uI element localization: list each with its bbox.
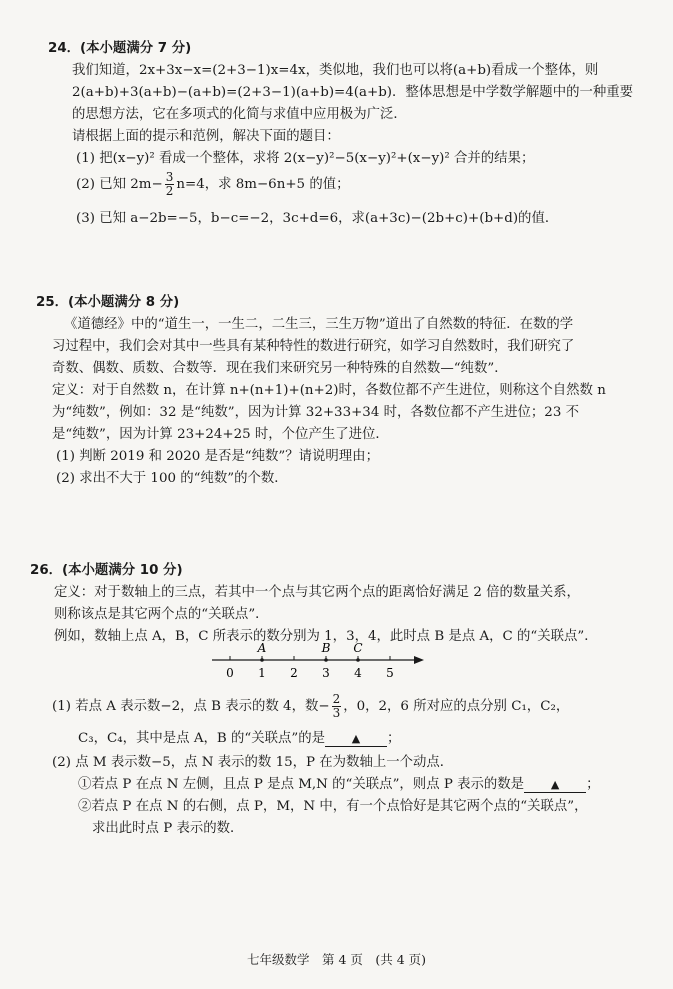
q26-header: 26．(本小题满分 10 分) (30, 563, 183, 578)
number-line-tick-label: 2 (290, 666, 298, 680)
q24-subquestion-3: (3) 已知 a−2b=−5，b−c=−2，3c+d=6，求(a+3c)−(2b+c)+(b+d)的值． (76, 211, 559, 226)
number-line-tick-label: 3 (322, 666, 330, 680)
number-line-tick-label: 4 (354, 666, 362, 680)
answer-blank[interactable] (524, 778, 586, 793)
number-line-point-label: A (257, 641, 267, 655)
page-footer: 七年级数学 第 4 页 (共 4 页) (246, 952, 427, 967)
q26-subquestion-2c: 求出此时点 P 表示的数． (92, 821, 244, 836)
q24-header: 24．(本小题满分 7 分) (48, 41, 192, 56)
number-line-point-label: C (353, 641, 363, 655)
q24-subquestion-2 (76, 170, 350, 200)
q26-definition-line: 定义：对于数轴上的三点，若其中一个点与其它两个点的距离恰好满足 2 倍的数量关系， (54, 585, 580, 600)
q24-paragraph-line: 的思想方法，它在多项式的化简与求值中应用极为广泛． (72, 107, 407, 122)
number-line-tick-label: 5 (386, 666, 394, 680)
fraction (165, 171, 175, 198)
q26-s2a-text: ①若点 P 在点 N 左侧，且点 P 是点 M,N 的“关联点”，则点 P 表示的数是 (78, 777, 525, 792)
q26-subquestion-2b: ②若点 P 在点 N 的右侧，点 P，M，N 中，有一个点恰好是其它两个点的“关联点”， (78, 799, 588, 814)
answer-blank[interactable] (325, 732, 387, 747)
fraction (332, 693, 342, 720)
q25-header: 25．(本小题满分 8 分) (36, 295, 180, 310)
q26-subquestion-1-cont (78, 730, 400, 748)
q25-paragraph-line: 奇数、偶数、质数、合数等．现在我们来研究另一种特殊的自然数—“纯数”． (52, 361, 508, 376)
q24-paragraph-line: 2(a+b)+3(a+b)−(a+b)=(2+3−1)(a+b)=4(a+b)．整体思想是中学数学解题中的一种重要 (72, 85, 634, 100)
q25-definition-line: 是“纯数”，因为计算 23+24+25 时，个位产生了进位． (52, 427, 389, 442)
q24-s2-text: n=4，求 8m−6n+5 的值； (176, 177, 350, 192)
q25-subquestion-1: (1) 判断 2019 和 2020 是否是“纯数”？请说明理由； (56, 449, 379, 464)
q25-paragraph-line: 《道德经》中的“道生一，一生二，二生三，三生万物”道出了自然数的特征．在数的学 (64, 317, 574, 332)
q24-subquestion-1: (1) 把(x−y)² 看成一个整体，求将 2(x−y)²−5(x−y)²+(x−y)² 合并的结果； (76, 151, 535, 166)
q25-paragraph-line: 习过程中，我们会对其中一些具有某种特性的数进行研究，如学习自然数时，我们研究了 (52, 339, 575, 354)
number-line-point-label: B (321, 641, 331, 655)
number-line-point (324, 658, 328, 662)
fraction-numerator: 3 (165, 170, 174, 184)
number-line-tick-label: 1 (258, 666, 266, 680)
arrow-right-icon (414, 656, 424, 664)
q24-paragraph-line: 我们知道，2x+3x−x=(2+3−1)x=4x，类似地，我们也可以将(a+b)看成一个整体，则 (72, 63, 599, 78)
q26-s1-text: ，0，2，6 所对应的点分别 C₁，C₂， (343, 699, 570, 714)
fraction-denominator: 2 (165, 184, 174, 198)
q24-instruction: 请根据上面的提示和范例，解决下面的题目： (72, 129, 340, 144)
fraction-denominator: 3 (332, 706, 341, 720)
q26-s1b-text: C₃，C₄，其中是点 A，B 的“关联点”的是 (78, 731, 326, 746)
q25-definition-line: 为“纯数”，例如：32 是“纯数”，因为计算 32+33+34 时，各数位都不产生进位；23 不 (52, 405, 579, 420)
number-line-point (356, 658, 360, 662)
triangle-icon: ▲ (550, 778, 560, 791)
triangle-icon: ▲ (351, 732, 361, 745)
q26-subquestion-2: (2) 点 M 表示数−5，点 N 表示的数 15，P 在为数轴上一个动点． (52, 755, 454, 770)
q25-definition-line: 定义：对于自然数 n，在计算 n+(n+1)+(n+2)时，各数位都不产生进位，则称这个自然数 n (52, 383, 606, 398)
q26-s2a-text: ； (586, 777, 600, 792)
fraction-numerator: 2 (332, 692, 341, 706)
q25-subquestion-2: (2) 求出不大于 100 的“纯数”的个数． (56, 471, 288, 486)
q26-subquestion-1 (52, 692, 569, 722)
number-line-tick-label: 0 (226, 666, 234, 680)
q26-subquestion-2a (78, 776, 599, 794)
q26-definition-line: 则称该点是其它两个点的“关联点”． (54, 607, 269, 622)
q24-s2-text: (2) 已知 2m− (76, 177, 163, 192)
q26-example-line: 例如，数轴上点 A，B，C 所表示的数分别为 1，3，4，此时点 B 是点 A，C 的“关联点”． (54, 629, 598, 644)
number-line-point (260, 658, 264, 662)
number-line-figure (0, 638, 673, 688)
q26-s1b-text: ； (387, 731, 401, 746)
q26-s1-text: (1) 若点 A 表示数−2，点 B 表示的数 4，数− (52, 699, 330, 714)
